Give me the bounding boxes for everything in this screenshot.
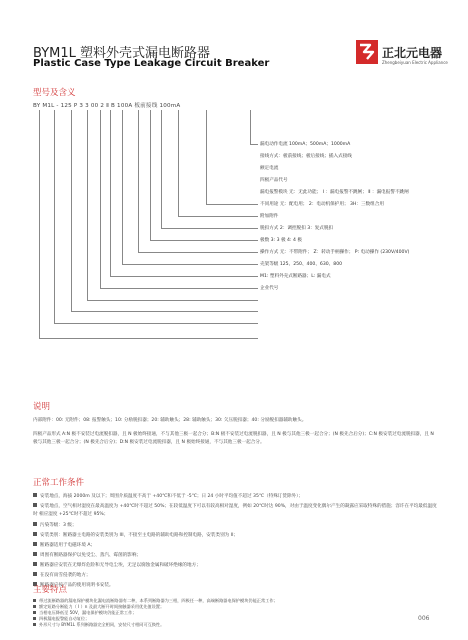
notes-paragraph-2: 四极产品形式 A:N 极不安装过电流脱扣器，且 N 极始终接通，不与其他三极一起合分；B:N 极不安装过电流脱扣器，且 N 极与其他三极一起合分；(N 极先合后分)；C:N 极安装过电流脱扣器，且 N 极与其他三极一起合分；(N 极先合后分)；D:N 极安装过电流脱扣器，且 N 极始终接通，不与其他三极一起合分。 (33, 432, 434, 446)
brand-name: 正北元电器 (382, 46, 443, 60)
model-label-poles: 极数 3: 3 极 4: 4 极 (260, 238, 302, 243)
model-label-alarm-module: 漏电报警模块 无：无此功能； Ⅰ ：漏电报警不跳闸； Ⅱ ：漏电报警不跳闸 (260, 190, 409, 195)
model-label-operation: 操作方式 无：不带附件； Z：转动手柄操作； P: 电动操作 (230V/400V) (260, 250, 410, 255)
bullet-icon (33, 623, 36, 626)
section-heading-notes: 说明 (33, 402, 51, 412)
brand-name-en: Zhengbeiyuan Electric Appliance (382, 60, 448, 65)
section-heading-model: 型号及含义 (33, 88, 76, 98)
list-item: 周围有断路器保护以免受尘、蒸汽、霉菌的影响； (33, 552, 437, 562)
bullet-icon (33, 572, 37, 576)
brand-logo-icon (356, 40, 378, 64)
bullet-icon (33, 617, 36, 620)
section-heading-conditions: 正常工作条件 (33, 478, 85, 488)
list-item: 断路器适用于电磁环境 A； (33, 542, 437, 552)
list-item: 安装地点，空气相对湿度在最高温度为 +40℃时不超过 50%；在较低温度下可以有较高相对湿度，例如 20℃时达 90%，对由于温度变化偶尔产生的凝露应采取特殊的措施；容许在平均最低温度时 相应湿度 +25℃时不超过 95%； (33, 504, 437, 518)
page-subtitle: Plastic Case Type Leakage Circuit Breaker (33, 58, 270, 69)
model-label-wiring: 接线方式：板前接线；板后接线；插入式接线 (260, 154, 352, 159)
page-title: BYM1L 塑料外壳式漏电断路器 (33, 46, 211, 61)
bullet-icon (33, 493, 37, 497)
model-label-leak-current: 漏电动作电流 100mA；500mA；1000mA (260, 142, 351, 147)
list-item: 断路器应安装在无爆炸危险和无导电尘埃，无足以腐蚀金属和破坏绝缘的地方； (33, 562, 437, 572)
bullet-icon (33, 562, 37, 566)
list-item: 额定短路分断能力（ I ）n 及最大断开时间接触器采用优先值设置； (33, 604, 437, 610)
list-item: 安装类别：断路器主电路的安装类别为 III，不接至主电路的辅助电路和控制电路，安装类别为 II； (33, 532, 437, 542)
model-label-frame: 壳架等级 125、250、400、630、800 (260, 262, 343, 267)
model-label-four-pole: 四极产品代号 (260, 178, 288, 183)
model-label-series: M1: 塑料外壳式断路器；L: 漏电式 (260, 274, 331, 279)
list-item: 污染等级：3 级； (33, 522, 437, 532)
bullet-icon (33, 552, 37, 556)
notes-paragraph-1: 内部附件：00: 无附件；08: 报警触头；10: 分励脱扣器；20: 辅助触头；28: 辅助触头；30: 欠压脱扣器；40: 分励脱扣器辅助触头。 (33, 418, 307, 423)
conditions-list (33, 493, 437, 592)
bullet-icon (33, 605, 36, 608)
list-item: 在没有雨雪侵袭的地方； (33, 572, 437, 582)
list-item: 四极漏电报警能自动复位； (33, 616, 437, 622)
list-item: 外形尺寸与 BYM1L 系列断路器完全相同，安装尺寸相同可互换性。 (33, 622, 437, 628)
model-label-accessory: 附加附件 (260, 214, 279, 219)
model-label-rated-current: 额定电流 (260, 166, 279, 171)
page-number: 006 (418, 615, 430, 622)
bullet-icon (33, 599, 36, 602)
bullet-icon (33, 522, 37, 526)
section-heading-features: 主要特点 (33, 585, 68, 595)
bullet-icon (33, 611, 36, 614)
features-list (33, 598, 437, 628)
model-label-trip-mode: 脱扣方式 2：调控脱扣 3：复式脱扣 (260, 226, 334, 231)
list-item: 断路器应按产品的使用说明书安装。 (33, 582, 437, 592)
list-item: 安装地点，海拔 2000m 及以下；周围介质温度不高于 +40℃和不低于 -5℃；日 24 小时平均值不超过 35℃（特殊订货除外）； (33, 493, 437, 503)
list-item: 当相电压降低至 50V，漏电保护模块仍能正常工作； (33, 610, 437, 616)
model-label-usage: 不同用途 无：配电用； 2：电动机保护用； 3H：三数组合用 (260, 202, 384, 207)
bullet-icon (33, 532, 37, 536)
bullet-icon (33, 503, 37, 507)
model-label-company: 企业代号 (260, 286, 279, 291)
list-item: 带过流断路器的漏电保护模块化漏电流断路器有二种，本系列断路器为三相，四极任一种，高端断路器电保护模块仍能正常工作； (33, 598, 437, 604)
bullet-icon (33, 542, 37, 546)
model-code-line: BY M1L - 125 P 3 3 00 2 Ⅱ B 100A 板前接线 100mA (33, 103, 181, 109)
